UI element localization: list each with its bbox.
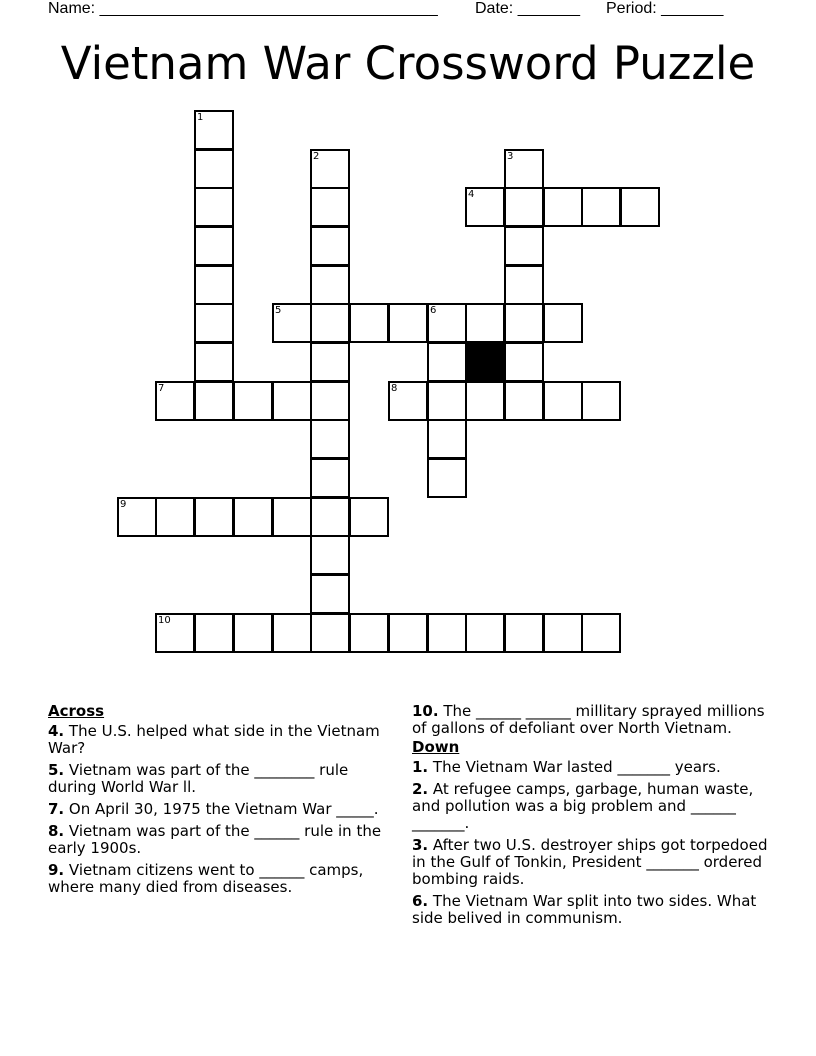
clue-number: 8 — [391, 383, 398, 394]
clue-num: 10. — [412, 702, 439, 720]
clue-num: 8. — [48, 822, 65, 840]
clue-text: On April 30, 1975 the Vietnam War _____. — [68, 800, 379, 818]
clue-num: 3. — [412, 836, 429, 854]
clue-number: 4 — [468, 189, 475, 200]
grid-cell[interactable] — [233, 497, 273, 537]
grid-cell[interactable] — [310, 458, 350, 498]
grid-cell[interactable] — [349, 613, 389, 653]
grid-cell[interactable] — [310, 303, 350, 343]
down-clue — [412, 781, 768, 832]
grid-cell[interactable] — [543, 187, 583, 227]
black-square — [465, 342, 505, 382]
name-field[interactable]: Name: ______________________________________ — [48, 0, 438, 17]
grid-cell[interactable] — [310, 265, 350, 305]
grid-cell[interactable] — [504, 265, 544, 305]
grid-cell[interactable] — [155, 381, 195, 421]
grid-cell[interactable] — [427, 342, 467, 382]
clue-text: The Vietnam War split into two sides. What side belived in communism. — [412, 892, 757, 927]
grid-cell[interactable] — [504, 149, 544, 189]
grid-cell[interactable] — [194, 265, 234, 305]
grid-cell[interactable] — [581, 381, 621, 421]
grid-cell[interactable] — [465, 187, 505, 227]
across-clue — [48, 762, 388, 796]
clue-num: 7. — [48, 800, 65, 818]
grid-cell[interactable] — [388, 381, 428, 421]
grid-cell[interactable] — [272, 381, 312, 421]
grid-cell[interactable] — [233, 613, 273, 653]
grid-cell[interactable] — [504, 187, 544, 227]
clues-right-column — [412, 703, 768, 932]
grid-cell[interactable] — [194, 613, 234, 653]
grid-cell[interactable] — [427, 381, 467, 421]
across-clue — [48, 801, 388, 818]
grid-cell[interactable] — [543, 303, 583, 343]
grid-cell[interactable] — [310, 381, 350, 421]
across-clue — [48, 723, 388, 757]
clue-number: 9 — [120, 499, 127, 510]
grid-cell[interactable] — [349, 497, 389, 537]
grid-cell[interactable] — [310, 574, 350, 614]
grid-cell[interactable] — [117, 497, 157, 537]
grid-cell[interactable] — [233, 381, 273, 421]
grid-cell[interactable] — [194, 342, 234, 382]
grid-cell[interactable] — [194, 381, 234, 421]
grid-cell[interactable] — [465, 381, 505, 421]
grid-cell[interactable] — [155, 497, 195, 537]
clue-number: 5 — [275, 305, 282, 316]
grid-cell[interactable] — [349, 303, 389, 343]
clue-number: 3 — [507, 151, 514, 162]
period-field[interactable]: Period: _______ — [606, 0, 724, 17]
clue-number: 7 — [158, 383, 165, 394]
clue-num: 9. — [48, 861, 65, 879]
grid-cell[interactable] — [272, 303, 312, 343]
across-heading: Across — [48, 702, 105, 720]
grid-cell[interactable] — [310, 149, 350, 189]
down-clue — [412, 837, 768, 888]
across-clue — [48, 823, 388, 857]
clue-num: 2. — [412, 780, 429, 798]
clue-text: Vietnam citizens went to ______ camps, where many died from diseases. — [48, 861, 364, 896]
across-clue — [48, 862, 388, 896]
clue-number: 6 — [430, 305, 437, 316]
grid-cell[interactable] — [504, 226, 544, 266]
grid-cell[interactable] — [543, 381, 583, 421]
grid-cell[interactable] — [427, 613, 467, 653]
grid-cell[interactable] — [388, 303, 428, 343]
grid-cell[interactable] — [310, 226, 350, 266]
clue-text: At refugee camps, garbage, human waste, and pollution was a big problem and ______ _______. — [412, 780, 754, 832]
grid-cell[interactable] — [194, 497, 234, 537]
grid-cell[interactable] — [504, 303, 544, 343]
clue-num: 4. — [48, 722, 65, 740]
clue-num: 1. — [412, 758, 429, 776]
grid-cell[interactable] — [504, 342, 544, 382]
grid-cell[interactable] — [310, 613, 350, 653]
grid-cell[interactable] — [194, 149, 234, 189]
student-info-line — [48, 0, 768, 20]
grid-cell[interactable] — [581, 613, 621, 653]
grid-cell[interactable] — [310, 497, 350, 537]
clue-number: 2 — [313, 151, 320, 162]
clue-number: 1 — [197, 112, 204, 123]
grid-cell[interactable] — [465, 613, 505, 653]
grid-cell[interactable] — [427, 419, 467, 459]
clue-text: After two U.S. destroyer ships got torpedoed in the Gulf of Tonkin, President _______ ordered bombing raids. — [412, 836, 768, 888]
grid-cell[interactable] — [194, 110, 234, 150]
grid-cell[interactable] — [427, 458, 467, 498]
grid-cell[interactable] — [310, 419, 350, 459]
clue-text: Vietnam was part of the ______ rule in the early 1900s. — [48, 822, 382, 857]
clue-text: Vietnam was part of the ________ rule during World War ll. — [48, 761, 349, 796]
grid-cell[interactable] — [504, 613, 544, 653]
grid-cell[interactable] — [543, 613, 583, 653]
grid-cell[interactable] — [272, 613, 312, 653]
down-heading: Down — [412, 738, 460, 756]
clue-text: The Vietnam War lasted _______ years. — [432, 758, 721, 776]
grid-cell[interactable] — [310, 535, 350, 575]
grid-cell[interactable] — [194, 303, 234, 343]
down-clue — [412, 759, 768, 776]
grid-cell[interactable] — [388, 613, 428, 653]
grid-cell[interactable] — [427, 303, 467, 343]
clues-left-column — [48, 703, 388, 901]
grid-cell[interactable] — [310, 187, 350, 227]
date-field[interactable]: Date: _______ — [475, 0, 580, 17]
grid-cell[interactable] — [155, 613, 195, 653]
across-clue — [412, 703, 768, 737]
grid-cell[interactable] — [504, 381, 544, 421]
clue-num: 5. — [48, 761, 65, 779]
clue-number: 10 — [158, 615, 171, 626]
clue-text: The U.S. helped what side in the Vietnam War? — [48, 722, 380, 757]
grid-cell[interactable] — [272, 497, 312, 537]
grid-cell[interactable] — [581, 187, 621, 227]
clue-num: 6. — [412, 892, 429, 910]
grid-cell[interactable] — [194, 226, 234, 266]
grid-cell[interactable] — [465, 303, 505, 343]
clue-text: The ______ ______ millitary sprayed millions of gallons of defoliant over North Vietnam. — [412, 702, 765, 737]
grid-cell[interactable] — [194, 187, 234, 227]
page-title: Vietnam War Crossword Puzzle — [60, 37, 756, 90]
grid-cell[interactable] — [620, 187, 660, 227]
down-clue — [412, 893, 768, 927]
grid-cell[interactable] — [310, 342, 350, 382]
